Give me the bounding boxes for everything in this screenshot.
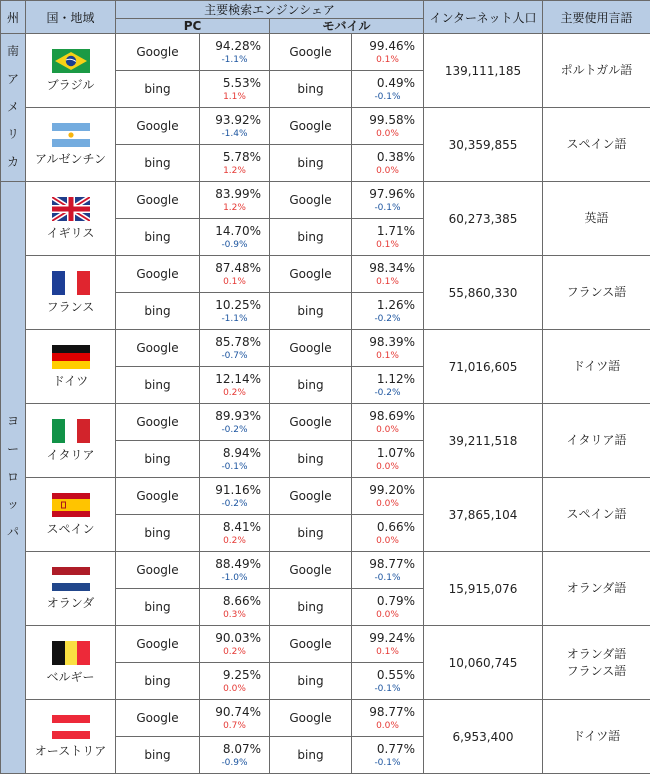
mobile-engine: Google (270, 626, 352, 663)
mobile-share-change: 0.1% (376, 646, 399, 657)
mobile-share-value: 0.38% (376, 149, 415, 164)
mobile-share-value: 0.49% (376, 75, 415, 90)
pc-share-change: 1.2% (223, 165, 246, 176)
mobile-share (352, 108, 424, 145)
netherlands-flag-icon (52, 567, 90, 591)
mobile-share-value: 99.46% (369, 38, 415, 53)
pc-share-value: 8.41% (222, 519, 261, 534)
pc-share-value: 87.48% (215, 260, 261, 275)
mobile-engine: Google (270, 700, 352, 737)
pc-share-value: 94.28% (215, 38, 261, 53)
mobile-share-value: 98.69% (369, 408, 415, 423)
mobile-share-change: 0.1% (376, 276, 399, 287)
internet-population: 37,865,104 (424, 478, 543, 552)
pc-share-change: 1.1% (223, 91, 246, 102)
mobile-share-value: 1.26% (376, 297, 415, 312)
pc-share-change: -0.9% (221, 757, 248, 768)
pc-share (200, 404, 270, 441)
pc-share-value: 5.78% (222, 149, 261, 164)
mobile-engine: Google (270, 404, 352, 441)
mobile-share (352, 404, 424, 441)
pc-share (200, 293, 270, 330)
pc-engine: bing (116, 589, 200, 626)
region-char: パ (6, 524, 19, 539)
pc-engine: bing (116, 71, 200, 108)
mobile-share-change: -0.1% (374, 757, 401, 768)
pc-share-value: 90.03% (215, 630, 261, 645)
pc-share (200, 589, 270, 626)
mobile-share (352, 626, 424, 663)
internet-population: 30,359,855 (424, 108, 543, 182)
mobile-share (352, 34, 424, 71)
table-row (1, 700, 650, 737)
region-char: リ (6, 127, 19, 142)
pc-share (200, 367, 270, 404)
country-name: オーストリア (34, 743, 107, 758)
table-row (1, 478, 650, 515)
mobile-share-value: 97.96% (369, 186, 415, 201)
region-char: ヨ (6, 414, 19, 429)
pc-share (200, 182, 270, 219)
language-cell (543, 108, 650, 182)
region-cell (1, 34, 26, 182)
language-name: ドイツ語 (572, 729, 621, 743)
header-region: 州 (1, 1, 26, 34)
language-cell (543, 478, 650, 552)
region-char: ロ (6, 469, 19, 484)
pc-share-change: -0.7% (221, 350, 248, 361)
mobile-share-change: 0.0% (376, 535, 399, 546)
pc-share-value: 90.74% (215, 704, 261, 719)
pc-engine: bing (116, 219, 200, 256)
pc-share-value: 91.16% (215, 482, 261, 497)
language-cell (543, 700, 650, 774)
table-body (1, 34, 650, 774)
pc-share (200, 256, 270, 293)
mobile-engine: Google (270, 256, 352, 293)
pc-share-value: 14.70% (215, 223, 261, 238)
mobile-engine: Google (270, 478, 352, 515)
mobile-share-value: 99.20% (369, 482, 415, 497)
region-char: メ (6, 99, 19, 114)
country-name: イギリス (46, 225, 95, 240)
mobile-share (352, 71, 424, 108)
language-name: スペイン語 (566, 137, 627, 151)
mobile-share (352, 145, 424, 182)
language-cell (543, 552, 650, 626)
mobile-share (352, 737, 424, 774)
table-row (1, 256, 650, 293)
country-cell (26, 34, 116, 108)
mobile-share (352, 293, 424, 330)
pc-share-change: 0.1% (223, 276, 246, 287)
mobile-share-change: 0.1% (376, 239, 399, 250)
pc-share-value: 9.25% (222, 667, 261, 682)
pc-share-change: 1.2% (223, 202, 246, 213)
mobile-engine: bing (270, 589, 352, 626)
belgium-flag-icon (52, 641, 90, 665)
internet-population: 15,915,076 (424, 552, 543, 626)
mobile-share (352, 441, 424, 478)
mobile-share-value: 0.79% (376, 593, 415, 608)
table-row (1, 108, 650, 145)
region-cell (1, 182, 26, 774)
mobile-engine: bing (270, 737, 352, 774)
pc-share (200, 737, 270, 774)
mobile-engine: bing (270, 441, 352, 478)
mobile-share-value: 1.71% (376, 223, 415, 238)
pc-share (200, 108, 270, 145)
internet-population: 71,016,605 (424, 330, 543, 404)
language-name: オランダ語 (566, 581, 627, 595)
mobile-engine: bing (270, 293, 352, 330)
country-cell (26, 478, 116, 552)
language-cell (543, 626, 650, 700)
mobile-engine: Google (270, 182, 352, 219)
pc-share-change: 0.7% (223, 720, 246, 731)
france-flag-icon (52, 271, 90, 295)
mobile-share (352, 367, 424, 404)
germany-flag-icon (52, 345, 90, 369)
region-char: カ (6, 154, 19, 169)
language-name: ドイツ語 (572, 359, 621, 373)
pc-share-change: -0.2% (221, 424, 248, 435)
mobile-share-value: 98.77% (369, 704, 415, 719)
pc-share-change: -0.2% (221, 498, 248, 509)
country-cell (26, 552, 116, 626)
pc-share-change: 0.2% (223, 387, 246, 398)
spain-flag-icon (52, 493, 90, 517)
language-cell (543, 330, 650, 404)
country-name: スペイン (46, 521, 95, 536)
table-row (1, 34, 650, 71)
pc-engine: bing (116, 737, 200, 774)
mobile-share-change: 0.1% (376, 54, 399, 65)
country-name: ブラジル (46, 77, 95, 92)
pc-share-value: 89.93% (215, 408, 261, 423)
mobile-share-change: 0.0% (376, 720, 399, 731)
mobile-engine: bing (270, 71, 352, 108)
country-cell (26, 256, 116, 330)
language-cell (543, 256, 650, 330)
pc-share (200, 478, 270, 515)
mobile-share-change: -0.1% (374, 91, 401, 102)
pc-share-value: 93.92% (215, 112, 261, 127)
pc-engine: Google (116, 108, 200, 145)
pc-engine: Google (116, 626, 200, 663)
language-name: 英語 (584, 211, 609, 225)
language-cell (543, 404, 650, 478)
mobile-engine: Google (270, 34, 352, 71)
pc-share (200, 71, 270, 108)
header-mobile: モバイル (270, 19, 424, 34)
language-name: フランス語 (566, 663, 627, 678)
pc-engine: bing (116, 663, 200, 700)
mobile-share-value: 0.77% (376, 741, 415, 756)
pc-engine: Google (116, 34, 200, 71)
region-char: ア (6, 72, 19, 86)
internet-population: 39,211,518 (424, 404, 543, 478)
pc-share (200, 145, 270, 182)
table-row (1, 404, 650, 441)
mobile-share-value: 98.34% (369, 260, 415, 275)
table-row (1, 330, 650, 367)
pc-share (200, 552, 270, 589)
mobile-engine: bing (270, 367, 352, 404)
mobile-share (352, 330, 424, 367)
pc-share-change: -1.1% (221, 313, 248, 324)
mobile-engine: bing (270, 219, 352, 256)
language-name: スペイン語 (566, 507, 627, 521)
country-cell (26, 626, 116, 700)
mobile-share-change: -0.1% (374, 202, 401, 213)
pc-share-change: 0.0% (223, 683, 246, 694)
mobile-share-value: 0.55% (376, 667, 415, 682)
pc-engine: bing (116, 515, 200, 552)
internet-population: 139,111,185 (424, 34, 543, 108)
pc-engine: Google (116, 404, 200, 441)
mobile-share-value: 1.12% (376, 371, 415, 386)
language-name: イタリア語 (566, 433, 627, 447)
pc-share-change: -1.1% (221, 54, 248, 65)
header-country: 国・地域 (26, 1, 116, 34)
mobile-share-value: 99.58% (369, 112, 415, 127)
country-cell (26, 330, 116, 404)
pc-share (200, 515, 270, 552)
mobile-share-value: 1.07% (376, 445, 415, 460)
mobile-share-change: -0.2% (374, 313, 401, 324)
pc-share-change: -1.0% (221, 572, 248, 583)
mobile-share (352, 515, 424, 552)
mobile-share (352, 182, 424, 219)
language-name: ポルトガル語 (560, 63, 633, 77)
pc-share-value: 8.07% (222, 741, 261, 756)
mobile-engine: bing (270, 145, 352, 182)
header-pc: PC (116, 19, 270, 34)
pc-share (200, 626, 270, 663)
pc-share-change: -0.9% (221, 239, 248, 250)
country-name: ドイツ (52, 373, 89, 388)
pc-share-value: 12.14% (215, 371, 261, 386)
language-cell (543, 34, 650, 108)
pc-share-change: 0.2% (223, 535, 246, 546)
mobile-share-change: 0.0% (376, 128, 399, 139)
pc-engine: bing (116, 367, 200, 404)
mobile-engine: bing (270, 663, 352, 700)
pc-share (200, 441, 270, 478)
mobile-share-change: -0.1% (374, 572, 401, 583)
pc-engine: Google (116, 552, 200, 589)
pc-share-value: 5.53% (222, 75, 261, 90)
table-row (1, 626, 650, 663)
brazil-flag-icon (52, 49, 90, 73)
pc-share-change: 0.2% (223, 646, 246, 657)
mobile-share (352, 589, 424, 626)
mobile-share-value: 98.77% (369, 556, 415, 571)
pc-share (200, 34, 270, 71)
pc-share-change: -1.4% (221, 128, 248, 139)
pc-share (200, 219, 270, 256)
mobile-engine: Google (270, 330, 352, 367)
table-row (1, 182, 650, 219)
country-cell (26, 108, 116, 182)
language-name: オランダ語 (566, 646, 627, 661)
pc-share (200, 330, 270, 367)
mobile-engine: bing (270, 515, 352, 552)
country-cell (26, 404, 116, 478)
mobile-share (352, 256, 424, 293)
mobile-share-change: 0.0% (376, 165, 399, 176)
pc-engine: Google (116, 330, 200, 367)
pc-engine: Google (116, 700, 200, 737)
internet-population: 10,060,745 (424, 626, 543, 700)
mobile-share (352, 700, 424, 737)
region-char: ッ (6, 497, 19, 512)
pc-engine: Google (116, 256, 200, 293)
country-name: アルゼンチン (35, 151, 106, 166)
mobile-share (352, 219, 424, 256)
mobile-share (352, 663, 424, 700)
pc-share-value: 10.25% (215, 297, 261, 312)
italy-flag-icon (52, 419, 90, 443)
mobile-share-value: 99.24% (369, 630, 415, 645)
header-engine-share: 主要検索エンジンシェア (116, 1, 424, 19)
mobile-engine: Google (270, 552, 352, 589)
pc-engine: Google (116, 478, 200, 515)
country-cell (26, 700, 116, 774)
country-name: フランス (46, 299, 95, 314)
mobile-share-change: 0.0% (376, 609, 399, 620)
country-name: ベルギー (46, 669, 95, 684)
mobile-share-change: -0.2% (374, 387, 401, 398)
region-char: 南 (6, 44, 19, 59)
header-language: 主要使用言語 (543, 1, 650, 34)
country-name: オランダ (46, 595, 95, 610)
internet-population: 60,273,385 (424, 182, 543, 256)
country-cell (26, 182, 116, 256)
pc-engine: bing (116, 293, 200, 330)
pc-engine: bing (116, 145, 200, 182)
pc-share-value: 85.78% (215, 334, 261, 349)
mobile-share-change: 0.0% (376, 461, 399, 472)
pc-share (200, 700, 270, 737)
language-cell (543, 182, 650, 256)
pc-share-value: 8.94% (222, 445, 261, 460)
internet-population: 6,953,400 (424, 700, 543, 774)
table-row (1, 552, 650, 589)
mobile-share-value: 98.39% (369, 334, 415, 349)
mobile-share-value: 0.66% (376, 519, 415, 534)
mobile-share (352, 552, 424, 589)
country-name: イタリア (46, 447, 95, 462)
mobile-share-change: 0.0% (376, 424, 399, 435)
region-char: ー (6, 442, 19, 456)
mobile-engine: Google (270, 108, 352, 145)
pc-engine: bing (116, 441, 200, 478)
pc-share (200, 663, 270, 700)
pc-share-value: 88.49% (215, 556, 261, 571)
mobile-share-change: 0.1% (376, 350, 399, 361)
pc-share-change: 0.3% (223, 609, 246, 620)
internet-population: 55,860,330 (424, 256, 543, 330)
pc-share-change: -0.1% (221, 461, 248, 472)
mobile-share-change: -0.1% (374, 683, 401, 694)
uk-flag-icon (52, 197, 90, 221)
pc-share-value: 8.66% (222, 593, 261, 608)
language-name: フランス語 (566, 285, 627, 299)
mobile-share-change: 0.0% (376, 498, 399, 509)
argentina-flag-icon (52, 123, 90, 147)
mobile-share (352, 478, 424, 515)
header-internet-population: インターネット人口 (424, 1, 543, 34)
austria-flag-icon (52, 715, 90, 739)
pc-share-value: 83.99% (215, 186, 261, 201)
pc-engine: Google (116, 182, 200, 219)
